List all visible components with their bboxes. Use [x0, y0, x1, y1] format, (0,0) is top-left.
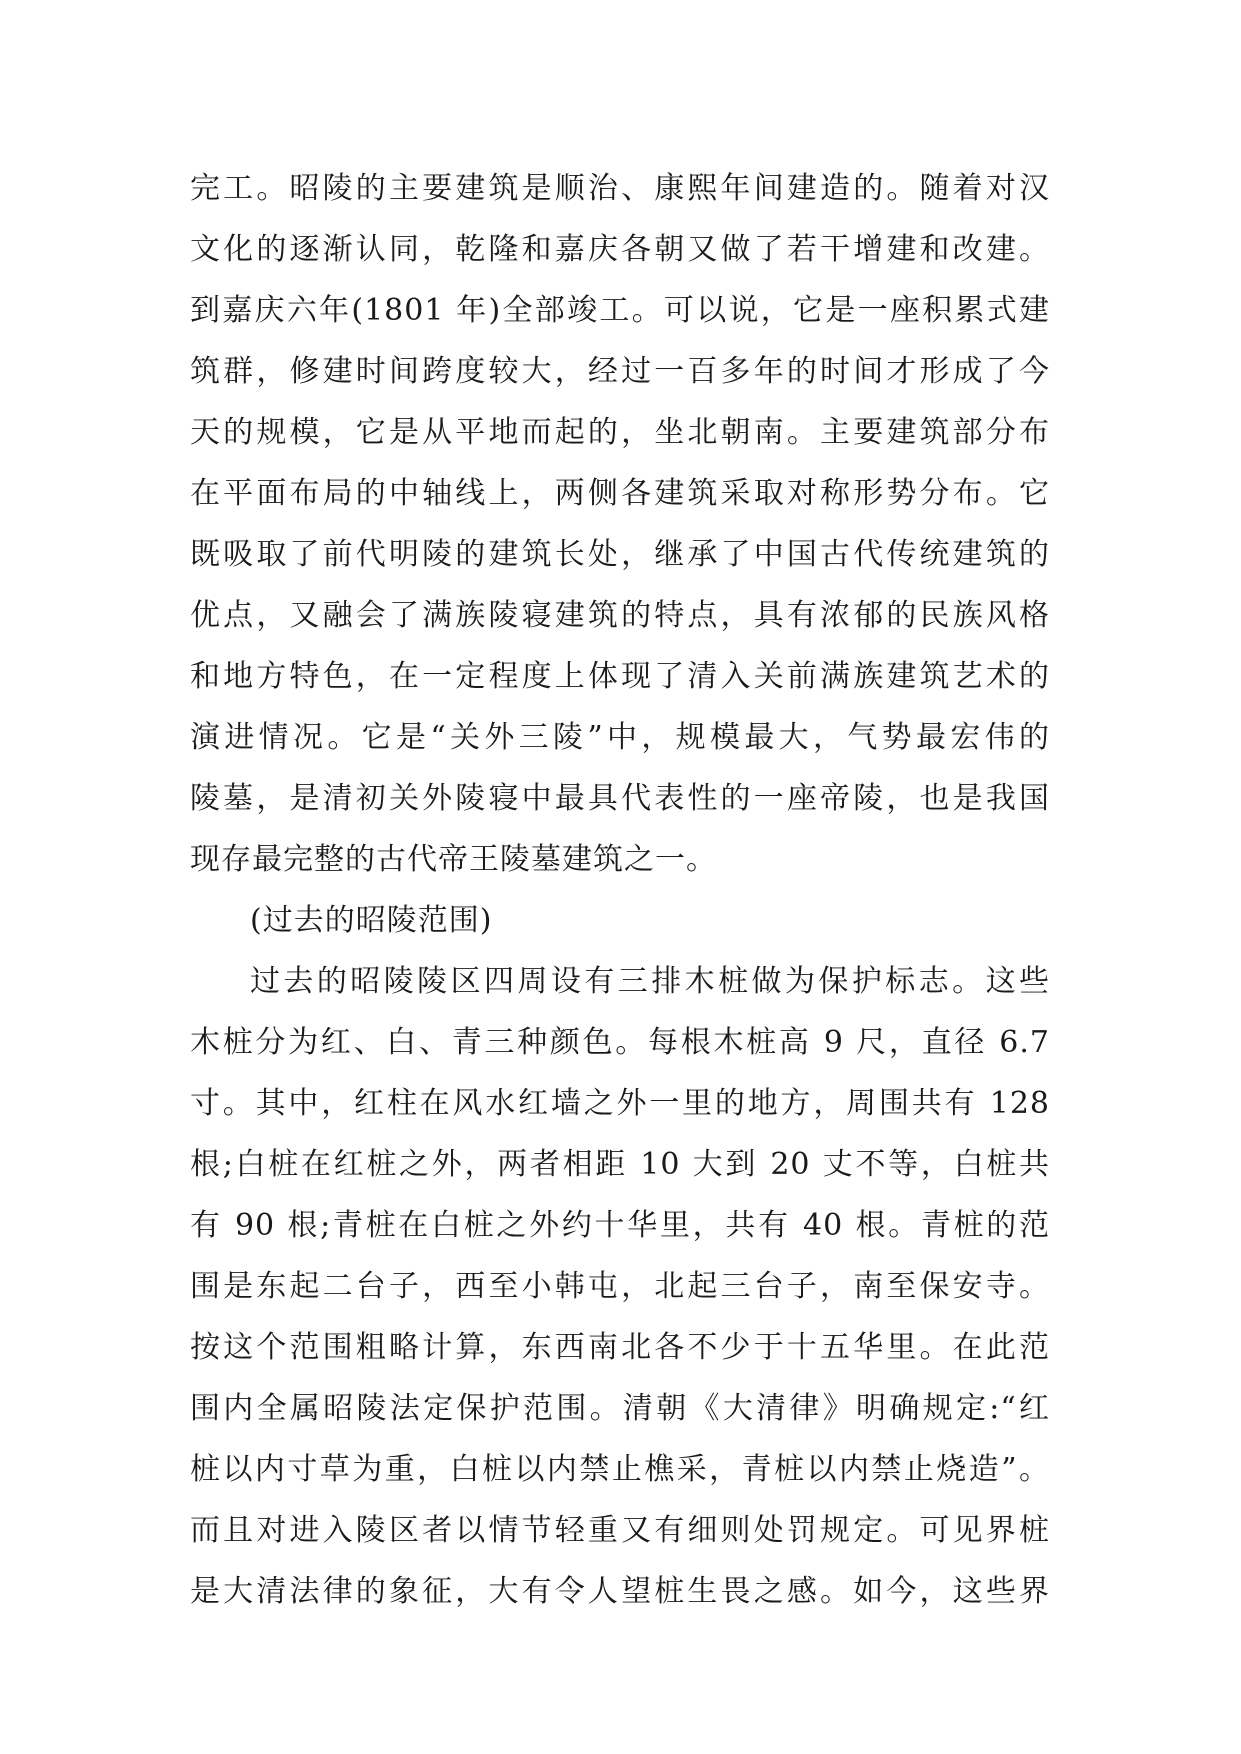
paragraph-line: 优点，又融会了满族陵寝建筑的特点，具有浓郁的民族风格: [190, 598, 1050, 633]
paragraph-line: 文化的逐渐认同，乾隆和嘉庆各朝又做了若干增建和改建。: [190, 232, 1050, 267]
document-body: [190, 158, 1050, 1622]
paragraph-line: 既吸取了前代明陵的建筑长处，继承了中国古代传统建筑的: [190, 537, 1050, 572]
paragraph-line: 是大清法律的象征，大有令人望桩生畏之感。如今，这些界: [190, 1574, 1050, 1609]
section-heading: (过去的昭陵范围): [250, 903, 493, 938]
paragraph-line: 根;白桩在红桩之外，两者相距 10 大到 20 丈不等，白桩共: [190, 1147, 1050, 1182]
paragraph-line: 天的规模，它是从平地而起的，坐北朝南。主要建筑部分布: [190, 415, 1050, 450]
paragraph-line: 过去的昭陵陵区四周设有三排木桩做为保护标志。这些: [250, 964, 1050, 999]
paragraph-line: 到嘉庆六年(1801 年)全部竣工。可以说，它是一座积累式建: [190, 293, 1050, 328]
paragraph-line: 筑群，修建时间跨度较大，经过一百多年的时间才形成了今: [190, 354, 1050, 389]
paragraph-line: 而且对进入陵区者以情节轻重又有细则处罚规定。可见界桩: [190, 1513, 1050, 1548]
paragraph-line: 完工。昭陵的主要建筑是顺治、康熙年间建造的。随着对汉: [190, 171, 1050, 206]
paragraph-line: 桩以内寸草为重，白桩以内禁止樵采，青桩以内禁止烧造”。: [190, 1452, 1050, 1487]
paragraph-line: 围内全属昭陵法定保护范围。清朝《大清律》明确规定:“红: [190, 1391, 1050, 1426]
paragraph-line: 木桩分为红、白、青三种颜色。每根木桩高 9 尺，直径 6.7: [190, 1025, 1050, 1060]
paragraph-line: 和地方特色，在一定程度上体现了清入关前满族建筑艺术的: [190, 659, 1050, 694]
paragraph-line: 按这个范围粗略计算，东西南北各不少于十五华里。在此范: [190, 1330, 1050, 1365]
paragraph-line: 寸。其中，红柱在风水红墙之外一里的地方，周围共有 128: [190, 1086, 1050, 1121]
paragraph-line: 陵墓，是清初关外陵寝中最具代表性的一座帝陵，也是我国: [190, 781, 1050, 816]
paragraph-line: 在平面布局的中轴线上，两侧各建筑采取对称形势分布。它: [190, 476, 1050, 511]
paragraph-line: 有 90 根;青桩在白桩之外约十华里，共有 40 根。青桩的范: [190, 1208, 1050, 1243]
paragraph-line: 围是东起二台子，西至小韩屯，北起三台子，南至保安寺。: [190, 1269, 1050, 1304]
paragraph-line: 演进情况。它是“关外三陵”中，规模最大，气势最宏伟的: [190, 720, 1050, 755]
paragraph-line: 现存最完整的古代帝王陵墓建筑之一。: [190, 842, 717, 877]
